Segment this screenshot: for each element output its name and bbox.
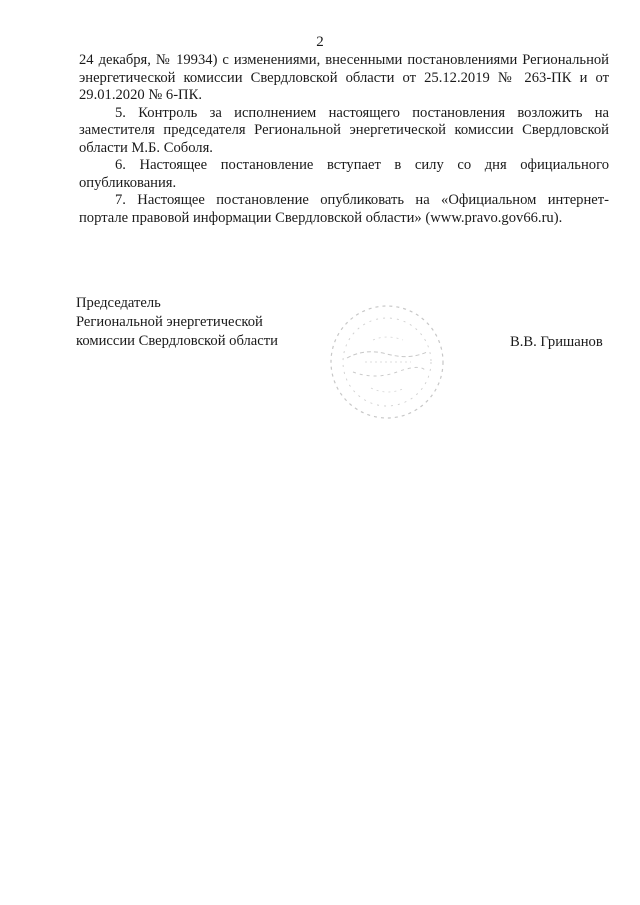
signer-name: В.В. Гришанов [510, 334, 603, 350]
signature-block [76, 294, 278, 351]
paragraph-item-5: 5. Контроль за исполнением настоящего постановления возложить на заместителя председателя Региональной энергетической комиссии Свердловской области М.Б. Соболя. [79, 104, 609, 156]
paragraph-item-6: 6. Настоящее постановление вступает в силу со дня официального опубликования. [79, 157, 609, 191]
signer-title-line-1: Председатель [76, 295, 161, 311]
document-body [79, 52, 609, 227]
page-number: 2 [316, 34, 324, 50]
signer-title-line-2: Региональной энергетической [76, 314, 263, 330]
signer-title-line-3: комиссии Свердловской области [76, 333, 278, 349]
faint-official-seal-icon [325, 300, 450, 425]
paragraph-continuation: 24 декабря, № 19934) с изменениями, внесенными постановлениями Региональной энергетической комиссии Свердловской области от 25.12.2019 № 263-ПК и от 29.01.2020 № 6-ПК. [79, 52, 609, 103]
paragraph-item-7: 7. Настоящее постановление опубликовать на «Официальном интернет-портале правовой информации Свердловской области» (www.pravo.gov66.ru). [79, 192, 609, 226]
